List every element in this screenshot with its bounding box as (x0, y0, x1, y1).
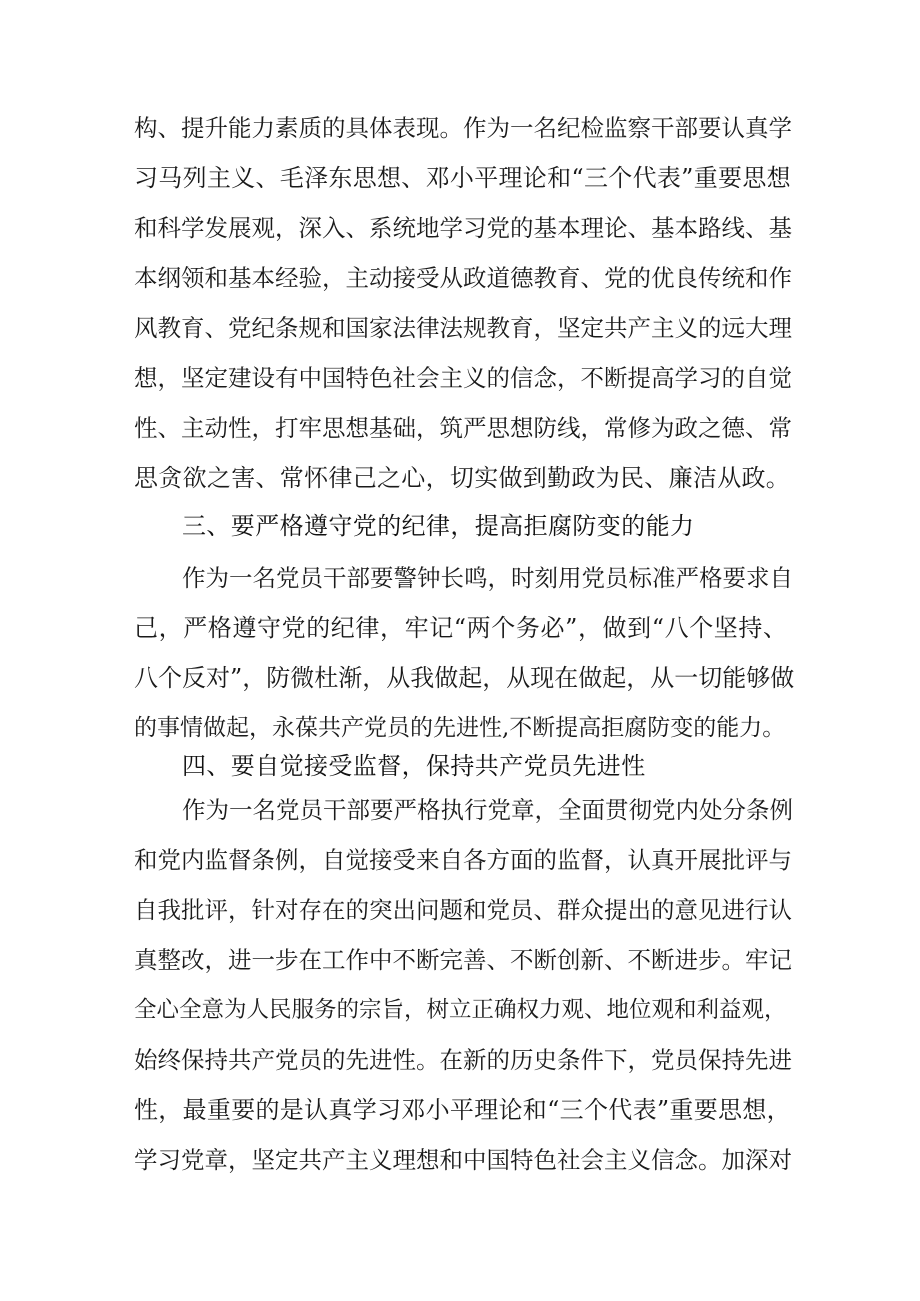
paragraph-1-line: 想，坚定建设有中国特色社会主义的信念，不断提高学习的自觉 (134, 364, 792, 392)
paragraph-3-line: 真整改，进一步在工作中不断完善、不断创新、不断进步。牢记 (134, 946, 792, 974)
section-heading-3: 三、要严格遵守党的纪律，提高拒腐防变的能力 (182, 512, 695, 540)
paragraph-3-line: 学习党章，坚定共产主义理想和中国特色社会主义信念。加深对 (134, 1146, 792, 1174)
paragraph-3-line: 作为一名党员干部要严格执行党章，全面贯彻党内处分条例 (182, 796, 793, 824)
paragraph-1-line: 性、主动性，打牢思想基础，筑严思想防线，常修为政之德、常 (134, 414, 792, 442)
paragraph-3-line: 自我批评，针对存在的突出问题和党员、群众提出的意见进行认 (134, 896, 792, 924)
paragraph-2-line: 作为一名党员干部要警钟长鸣，时刻用党员标准严格要求自 (182, 564, 793, 592)
paragraph-2-line: 八个反对”，防微杜渐，从我做起，从现在做起，从一切能够做 (134, 664, 795, 692)
paragraph-2-line: 的事情做起，永葆共产党员的先进性,不断提高拒腐防变的能力。 (134, 715, 786, 741)
paragraph-2-line: 己，严格遵守党的纪律，牢记“两个务必”，做到“八个坚持、 (134, 614, 788, 642)
paragraph-3-line: 始终保持共产党员的先进性。在新的历史条件下，党员保持先进 (134, 1046, 792, 1074)
paragraph-1-line: 构、提升能力素质的具体表现。作为一名纪检监察干部要认真学 (134, 114, 792, 142)
paragraph-1-line: 风教育、党纪条规和国家法律法规教育，坚定共产主义的远大理 (134, 314, 792, 342)
paragraph-3-line: 和党内监督条例，自觉接受来自各方面的监督，认真开展批评与 (134, 846, 792, 874)
paragraph-1-line: 和科学发展观，深入、系统地学习党的基本理论、基本路线、基 (134, 214, 792, 242)
paragraph-1-line: 思贪欲之害、常怀律己之心，切实做到勤政为民、廉洁从政。 (134, 464, 791, 492)
paragraph-3-line: 全心全意为人民服务的宗旨，树立正确权力观、地位观和利益观， (134, 997, 787, 1023)
paragraph-3-line: 性，最重要的是认真学习邓小平理论和“三个代表”重要思想， (134, 1096, 791, 1124)
paragraph-1-line: 习马列主义、毛泽东思想、邓小平理论和“三个代表”重要思想 (134, 164, 791, 192)
section-heading-4: 四、要自觉接受监督，保持共产党员先进性 (182, 752, 646, 780)
paragraph-1-line: 本纲领和基本经验，主动接受从政道德教育、党的优良传统和作 (134, 264, 792, 292)
